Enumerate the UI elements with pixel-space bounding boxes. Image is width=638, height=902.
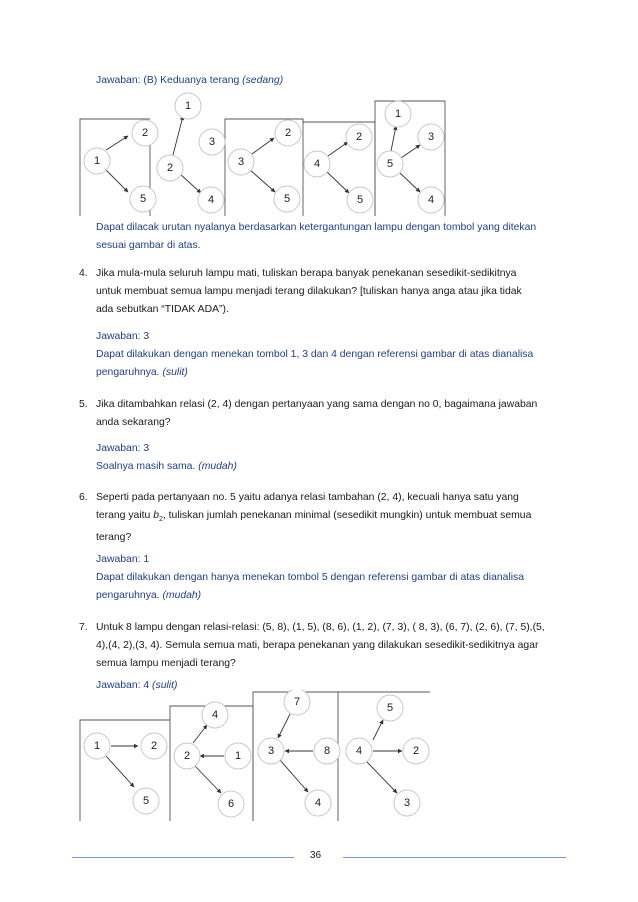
explanation-6-line1: Dapat dilakukan dengan hanya menekan tombol 5 dengan referensi gambar di atas dianalisa	[96, 572, 525, 583]
explanation-4-line2: pengaruhnya.	[96, 367, 163, 378]
arrow	[328, 142, 348, 156]
lamp-node	[141, 733, 167, 759]
lamp-node	[84, 733, 110, 759]
question-7-line2: 4),(4, 2),(3, 4). Semula semua mati, berapa penekanan yang dilakukan sesedikit-sedikitnya agar	[96, 640, 539, 651]
question-6-number: 6.	[79, 492, 88, 503]
svg-text:2: 2	[412, 744, 420, 757]
question-4-line1: Jika mula-mula seluruh lampu mati, tuliskan berapa banyak penekanan sesedikit-sedikitnya	[96, 268, 517, 279]
arrow	[173, 116, 183, 155]
answer-b	[96, 72, 283, 90]
lamp-node	[133, 788, 159, 814]
svg-text:2: 2	[141, 126, 149, 139]
question-5-line2: anda sekarang?	[96, 417, 171, 428]
question-4	[96, 265, 522, 319]
question-6-line1: Seperti pada pertanyaan no. 5 yaitu adanya relasi tambahan (2, 4), kecuali hanya satu yang	[96, 492, 519, 503]
lamp-node	[403, 738, 429, 764]
question-5	[96, 396, 537, 432]
explanation-4-line1: Dapat dilakukan dengan menekan tombol 1, 3 dan 4 dengan referensi gambar di atas dianalisa	[96, 349, 534, 360]
lamp-node	[377, 151, 403, 177]
arrow	[401, 145, 420, 158]
answer-7-level: (sulit)	[152, 680, 178, 691]
page-number: 36	[310, 850, 322, 861]
lamp-node	[385, 101, 411, 127]
answer-5	[96, 440, 237, 476]
svg-text:7: 7	[293, 695, 301, 708]
arrow	[193, 725, 207, 743]
answer-6-level: (mudah)	[162, 590, 202, 601]
answer-b-label: Jawaban: (B) Keduanya terang	[96, 75, 243, 86]
svg-text:1: 1	[394, 107, 402, 120]
arrow	[106, 170, 128, 192]
svg-text:5: 5	[283, 192, 291, 205]
svg-text:2: 2	[150, 739, 158, 752]
footer-rule-right	[343, 857, 566, 858]
svg-text:4: 4	[314, 796, 322, 809]
question-7	[96, 619, 545, 673]
explanation-5-line1: Soalnya masih sama.	[96, 461, 199, 472]
lamp-node	[202, 702, 228, 728]
svg-text:3: 3	[208, 135, 216, 148]
arrow	[367, 762, 397, 793]
question-5-line1: Jika ditambahkan relasi (2, 4) dengan pertanyaan yang sama dengan no 0, bagaimana jawaban	[96, 399, 538, 410]
answer-5-value: Jawaban: 3	[96, 443, 150, 454]
question-6-line2a: terang yaitu	[96, 510, 154, 521]
explanation-b-line2: sesuai gambar di atas.	[96, 240, 201, 251]
svg-text:2: 2	[355, 130, 363, 143]
answer-4-level: (sulit)	[162, 367, 188, 378]
answer-6	[96, 551, 524, 605]
svg-text:1: 1	[93, 739, 101, 752]
footer-rule-left	[72, 857, 294, 858]
arrow	[278, 714, 290, 738]
lamp-node	[347, 187, 373, 213]
answer-4-value: Jawaban: 3	[96, 331, 150, 342]
arrow	[373, 720, 383, 740]
arrow	[106, 756, 134, 787]
svg-text:2: 2	[183, 749, 191, 762]
lamp-node	[218, 791, 244, 817]
arrow	[391, 126, 396, 151]
lamp-node	[174, 743, 200, 769]
lamp-node	[305, 790, 331, 816]
arrow	[280, 760, 308, 792]
question-5-number: 5.	[79, 399, 88, 410]
question-7-number: 7.	[79, 622, 88, 633]
lamp-node	[84, 148, 110, 174]
svg-text:1: 1	[234, 749, 242, 762]
svg-text:8: 8	[323, 744, 331, 757]
svg-text:5: 5	[386, 701, 394, 714]
arrow	[327, 172, 349, 193]
answer-4	[96, 328, 533, 382]
answer-7-value: Jawaban: 4	[96, 680, 153, 691]
svg-text:4: 4	[427, 193, 435, 206]
lamp-node	[346, 124, 372, 150]
answer-b-level: (sedang)	[242, 75, 284, 86]
arrow	[180, 174, 201, 193]
svg-text:6: 6	[227, 797, 235, 810]
svg-text:2: 2	[166, 161, 174, 174]
svg-text:5: 5	[139, 192, 147, 205]
question-4-number: 4.	[79, 268, 88, 279]
arrow	[106, 136, 128, 150]
lamp-node	[275, 120, 301, 146]
diagram-2	[70, 690, 440, 822]
question-6	[96, 489, 531, 547]
svg-text:5: 5	[386, 157, 394, 170]
arrow	[400, 173, 420, 192]
lamp-node	[314, 738, 340, 764]
arrow	[252, 138, 274, 154]
svg-text:2: 2	[284, 126, 292, 139]
lamp-node	[274, 186, 300, 212]
svg-text:3: 3	[427, 130, 435, 143]
arrow	[250, 170, 275, 192]
lamp-node	[258, 738, 284, 764]
lamp-node	[175, 93, 201, 119]
lamp-node	[377, 695, 403, 721]
lamp-node	[228, 149, 254, 175]
svg-text:1: 1	[184, 99, 192, 112]
lamp-node	[418, 187, 444, 213]
question-6-sub: 2	[158, 516, 163, 524]
svg-text:1: 1	[93, 154, 101, 167]
answer-5-level: (mudah)	[198, 461, 237, 472]
question-7-line3: semua lampu menjadi terang?	[96, 658, 236, 669]
explanation-b-line1: Dapat dilacak urutan nyalanya berdasarkan ketergantungan lampu dengan tombol yang ditekan	[96, 222, 537, 233]
lamp-node	[304, 151, 330, 177]
lamp-node	[198, 187, 224, 213]
question-4-line3: ada sebutkan “TIDAK ADA”).	[96, 304, 229, 315]
svg-text:3: 3	[237, 155, 245, 168]
svg-text:5: 5	[356, 193, 364, 206]
lamp-node	[132, 120, 158, 146]
lamp-node	[284, 690, 310, 715]
answer-6-value: Jawaban: 1	[96, 554, 150, 565]
question-6-line2b: , tuliskan jumlah penekanan minimal (sesedikit mungkin) untuk membuat semua	[162, 510, 532, 521]
svg-text:4: 4	[207, 193, 215, 206]
lamp-node	[130, 186, 156, 212]
svg-text:4: 4	[355, 744, 363, 757]
svg-text:3: 3	[403, 796, 411, 809]
question-6-line3: terang?	[96, 532, 132, 544]
question-6-var: b	[153, 510, 159, 521]
lamp-node	[157, 155, 183, 181]
diagram-1	[70, 92, 570, 217]
arrow	[195, 766, 221, 793]
lamp-node	[225, 743, 251, 769]
explanation-b	[96, 219, 536, 255]
svg-text:4: 4	[313, 157, 321, 170]
svg-text:4: 4	[211, 708, 219, 721]
lamp-node	[394, 790, 420, 816]
lamp-node	[199, 129, 225, 155]
question-7-line1: Untuk 8 lampu dengan relasi-relasi: (5, 8), (1, 5), (8, 6), (1, 2), (7, 3), ( 8, 3), (6, 7), (2, 6), (7, 5),(5,	[96, 622, 545, 633]
lamp-node	[346, 738, 372, 764]
explanation-6-line2: pengaruhnya.	[96, 590, 163, 601]
lamp-node	[418, 124, 444, 150]
svg-text:5: 5	[142, 794, 150, 807]
svg-text:3: 3	[267, 744, 275, 757]
question-4-line2: untuk membuat semua lampu menjadi terang dilakukan? [tuliskan hanya anga atau jika tidak	[96, 286, 522, 297]
